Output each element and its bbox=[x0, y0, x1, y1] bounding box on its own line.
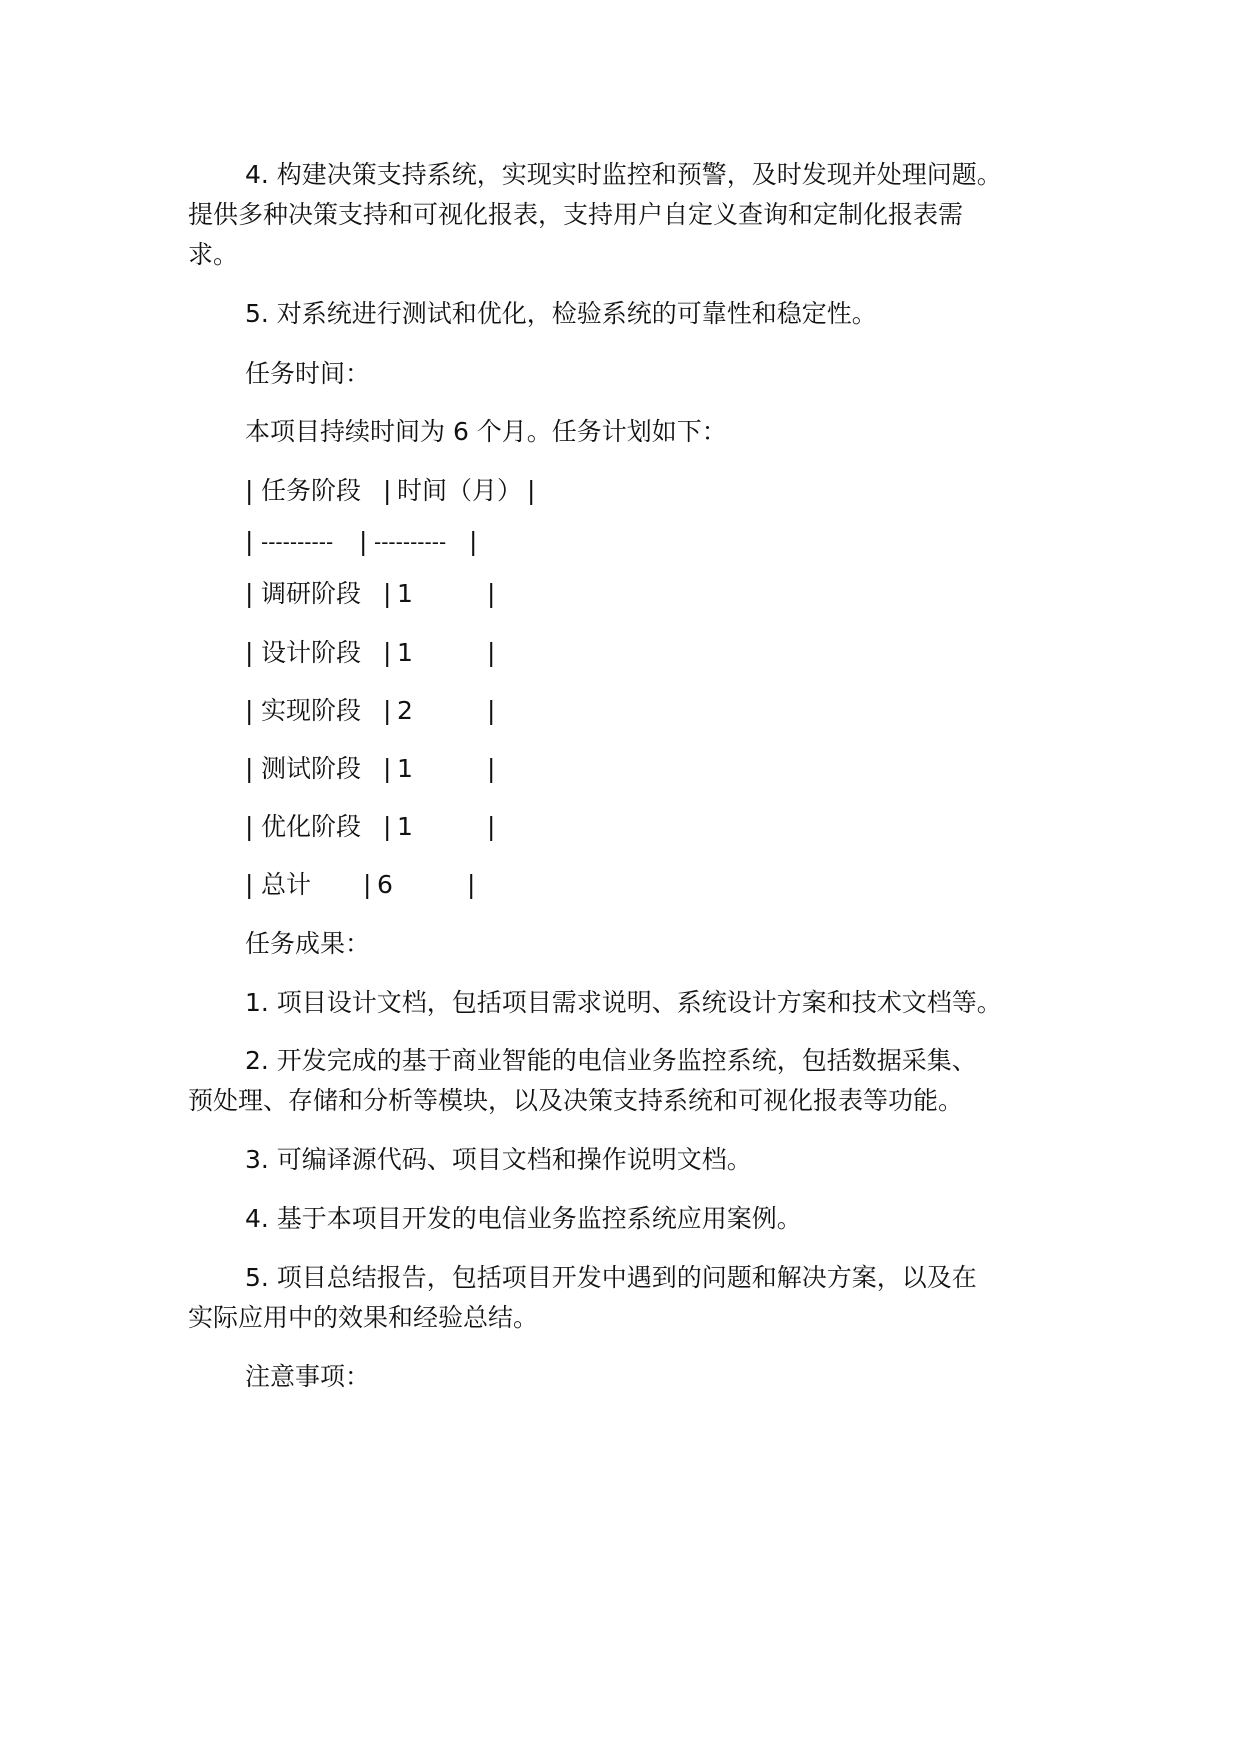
paragraph-item-4-line-1: 4. 构建决策支持系统，实现实时监控和预警，及时发现并处理问题。 bbox=[245, 160, 1002, 189]
table-pipe: | bbox=[245, 476, 254, 505]
table-pipe: | bbox=[487, 638, 496, 667]
schedule-table-header bbox=[245, 474, 536, 508]
table-cell-months: 1 bbox=[397, 754, 413, 783]
task-time-heading: 任务时间： bbox=[245, 359, 371, 388]
table-header-stage: 任务阶段 bbox=[261, 476, 362, 505]
table-cell-stage: 测试阶段 bbox=[261, 754, 362, 783]
table-pipe: | bbox=[245, 638, 254, 667]
table-cell-months: 1 bbox=[397, 812, 413, 841]
table-cell-months: 2 bbox=[397, 696, 413, 725]
table-pipe: | bbox=[383, 696, 392, 725]
notes-heading: 注意事项： bbox=[245, 1362, 371, 1391]
table-pipe: | bbox=[245, 754, 254, 783]
result-item-5-line-2: 实际应用中的效果和经验总结。 bbox=[188, 1303, 539, 1332]
result-item-3: 3. 可编译源代码、项目文档和操作说明文档。 bbox=[245, 1145, 752, 1174]
table-pipe: | bbox=[245, 579, 254, 608]
table-pipe: | bbox=[383, 754, 392, 783]
table-pipe: | bbox=[383, 812, 392, 841]
table-cell-stage: 调研阶段 bbox=[261, 579, 362, 608]
table-pipe: | bbox=[487, 696, 496, 725]
table-row bbox=[245, 810, 496, 844]
table-row bbox=[245, 694, 496, 728]
task-results-heading: 任务成果： bbox=[245, 929, 371, 958]
table-cell-months: 1 bbox=[397, 579, 413, 608]
table-row bbox=[245, 868, 476, 902]
table-cell-months: 1 bbox=[397, 638, 413, 667]
table-pipe: | bbox=[467, 870, 476, 899]
table-pipe: | bbox=[245, 696, 254, 725]
result-item-5-line-1: 5. 项目总结报告，包括项目开发中遇到的问题和解决方案，以及在 bbox=[245, 1263, 977, 1292]
table-header-time: 时间（月） bbox=[397, 476, 523, 505]
table-pipe: | bbox=[487, 579, 496, 608]
table-cell-months: 6 bbox=[377, 870, 393, 899]
table-pipe: | bbox=[245, 527, 254, 556]
result-item-2-line-2: 预处理、存储和分析等模块，以及决策支持系统和可视化报表等功能。 bbox=[188, 1086, 964, 1115]
paragraph-item-4-line-3: 求。 bbox=[188, 240, 239, 269]
table-pipe: | bbox=[245, 812, 254, 841]
table-row bbox=[245, 636, 496, 670]
table-pipe: | bbox=[245, 870, 254, 899]
task-time-intro: 本项目持续时间为 6 个月。任务计划如下： bbox=[245, 417, 727, 446]
result-item-2-line-1: 2. 开发完成的基于商业智能的电信业务监控系统，包括数据采集、 bbox=[245, 1046, 977, 1075]
table-pipe: | bbox=[469, 527, 478, 556]
table-cell-stage: 设计阶段 bbox=[261, 638, 362, 667]
table-row bbox=[245, 752, 496, 786]
table-pipe: | bbox=[363, 870, 372, 899]
table-row bbox=[245, 577, 496, 611]
table-pipe: | bbox=[487, 812, 496, 841]
table-pipe: | bbox=[527, 476, 536, 505]
paragraph-item-5: 5. 对系统进行测试和优化，检验系统的可靠性和稳定性。 bbox=[245, 299, 877, 328]
table-separator-cell: ---------- bbox=[261, 530, 334, 554]
table-separator-cell: ---------- bbox=[374, 530, 447, 554]
table-pipe: | bbox=[487, 754, 496, 783]
table-cell-stage: 优化阶段 bbox=[261, 812, 362, 841]
table-pipe: | bbox=[359, 527, 368, 556]
table-cell-stage: 实现阶段 bbox=[261, 696, 362, 725]
result-item-1: 1. 项目设计文档，包括项目需求说明、系统设计方案和技术文档等。 bbox=[245, 988, 1002, 1017]
paragraph-item-4-line-2: 提供多种决策支持和可视化报表，支持用户自定义查询和定制化报表需 bbox=[188, 200, 964, 229]
table-pipe: | bbox=[383, 638, 392, 667]
table-pipe: | bbox=[383, 579, 392, 608]
schedule-table-separator bbox=[245, 525, 478, 559]
table-pipe: | bbox=[383, 476, 392, 505]
table-cell-stage: 总计 bbox=[261, 870, 312, 899]
result-item-4: 4. 基于本项目开发的电信业务监控系统应用案例。 bbox=[245, 1204, 802, 1233]
